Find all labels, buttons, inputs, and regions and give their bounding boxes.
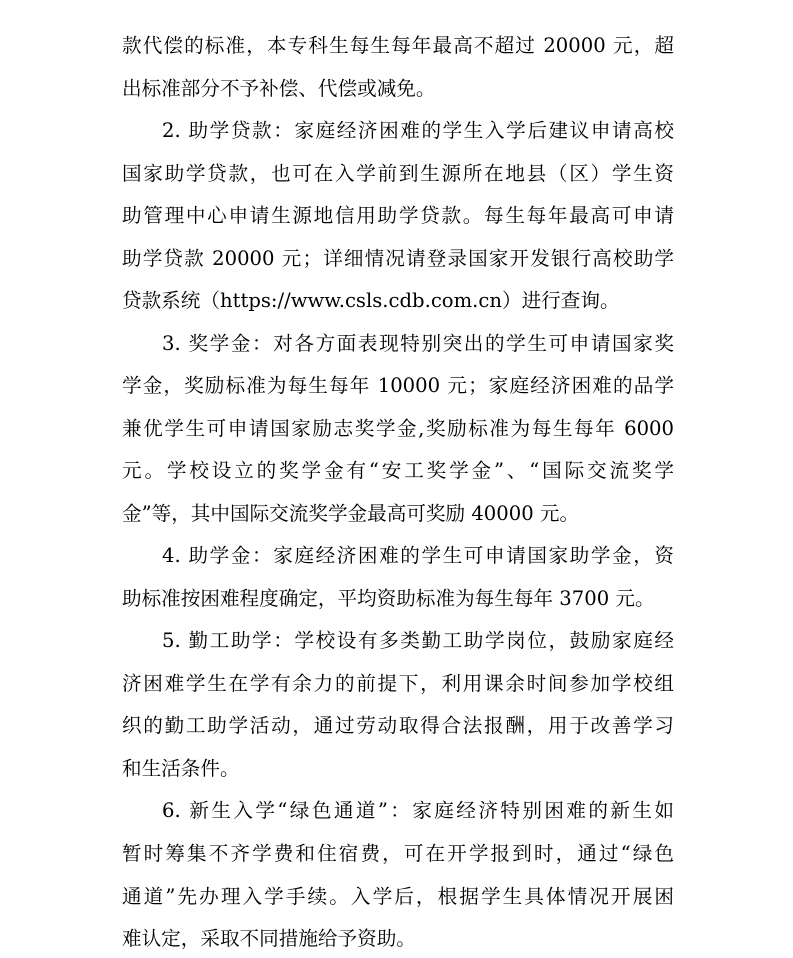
text-line: 金”等，其中国际交流奖学金最高可奖励 40000 元。 [122,501,580,525]
text-line: 暂时筹集不齐学费和住宿费，可在开学报到时，通过“绿色 [122,842,674,865]
text-line: 贷款系统（https://www.csls.cdb.com.cn）进行查询。 [122,289,620,313]
paragraph-heading-line: 4. 助学金：家庭经济困难的学生可申请国家助学金，资 [162,544,674,568]
paragraph-heading-line: 2. 助学贷款：家庭经济困难的学生入学后建议申请高校 [162,119,674,142]
text-line: 款代偿的标准，本专科生每生每年最高不超过 20000 元，超 [122,34,674,57]
text-line: 兼优学生可申请国家励志奖学金,奖励标准为每生每年 6000 [122,416,674,440]
text-line: 助管理中心申请生源地信用助学贷款。每生每年最高可申请 [122,204,674,228]
text-line: 织的勤工助学活动，通过劳动取得合法报酬，用于改善学习 [122,714,674,738]
paragraph-heading-line: 6. 新生入学“绿色通道”：家庭经济特别困难的新生如 [162,799,674,823]
text-line: 出标准部分不予补偿、代偿或减免。 [122,76,436,100]
text-line: 学金，奖励标准为每生每年 10000 元；家庭经济困难的品学 [122,374,674,398]
text-line: 元。学校设立的奖学金有“安工奖学金”、“国际交流奖学 [122,459,674,483]
paragraph-heading-line: 3. 奖学金：对各方面表现特别突出的学生可申请国家奖 [162,331,674,355]
text-line: 国家助学贷款，也可在入学前到生源所在地县（区）学生资 [122,161,674,185]
text-line: 助标准按困难程度确定，平均资助标准为每生每年 3700 元。 [122,586,655,610]
text-line: 济困难学生在学有余力的前提下，利用课余时间参加学校组 [122,671,674,695]
text-line: 助学贷款 20000 元；详细情况请登录国家开发银行高校助学 [122,246,674,270]
text-line: 通道”先办理入学手续。入学后，根据学生具体情况开展困 [122,884,674,908]
paragraph-heading-line: 5. 勤工助学：学校设有多类勤工助学岗位，鼓励家庭经 [162,629,674,653]
text-line: 难认定，采取不同措施给予资助。 [122,927,416,950]
text-line: 和生活条件。 [122,756,240,780]
